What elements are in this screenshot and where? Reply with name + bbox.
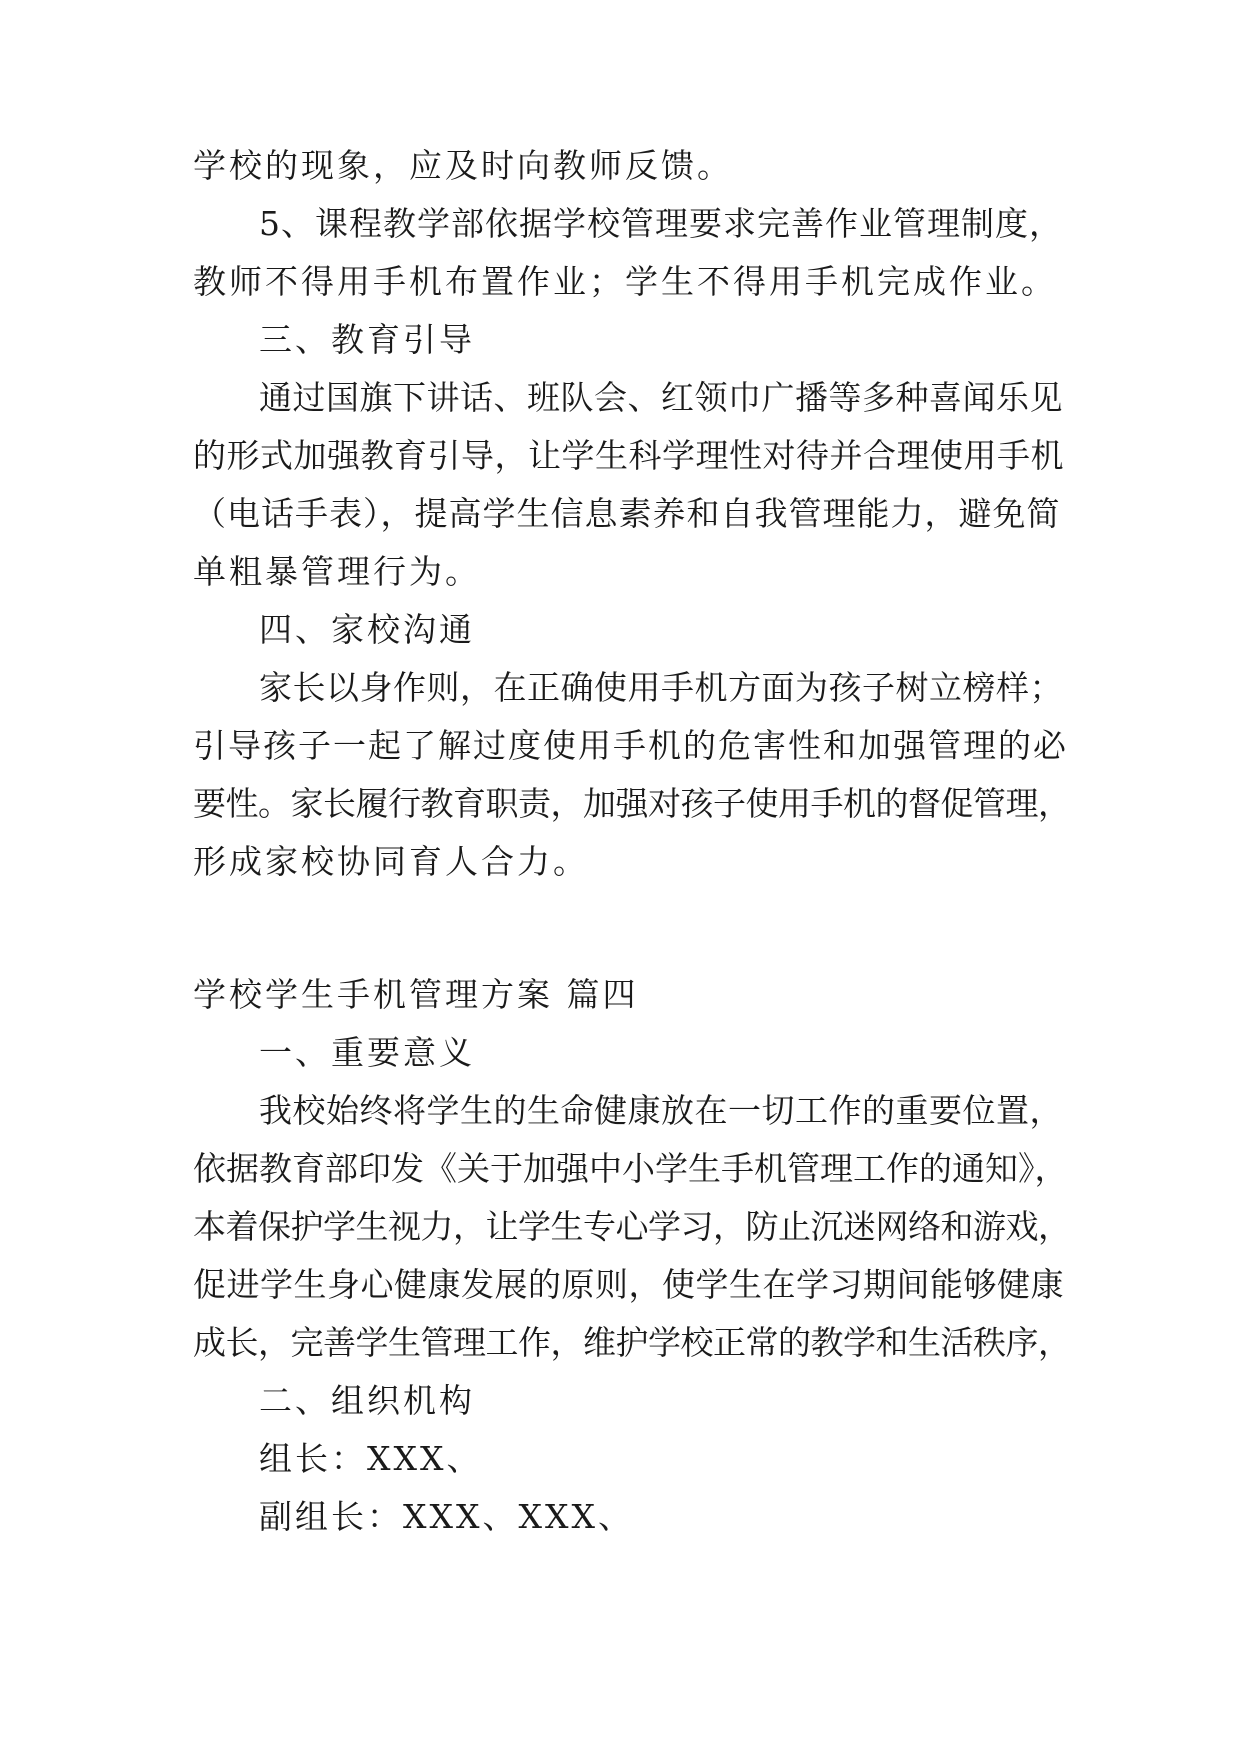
paragraph-4-line-2: 引导孩子一起了解过度使用手机的危害性和加强管理的必 xyxy=(193,726,1068,765)
section-4-text xyxy=(193,966,1073,1546)
paragraph-3-line-3: （电话手表），提高学生信息素养和自我管理能力，避免简 xyxy=(193,494,1061,533)
paragraph-3-line-1: 通过国旗下讲话、班队会、红领巾广播等多种喜闻乐见 xyxy=(259,378,1063,417)
heading-home-school-communication: 四、家校沟通 xyxy=(259,610,475,649)
deputy-leader-line: 副组长：XXX、XXX、 xyxy=(259,1497,634,1536)
heading-education-guidance: 三、教育引导 xyxy=(259,320,475,359)
paragraph-1-line-1: 我校始终将学生的生命健康放在一切工作的重要位置， xyxy=(259,1091,1063,1130)
paragraph-continuation: 学校的现象，应及时向教师反馈。 xyxy=(193,146,733,185)
section-4-title: 学校学生手机管理方案 篇四 xyxy=(193,975,639,1014)
leader-line: 组长：XXX、 xyxy=(259,1439,483,1478)
paragraph-4-line-3: 要性。家长履行教育职责，加强对孩子使用手机的督促管理， xyxy=(193,784,1071,823)
item-5-line-1: 5、课程教学部依据学校管理要求完善作业管理制度， xyxy=(259,204,1063,243)
heading-importance: 一、重要意义 xyxy=(259,1033,475,1072)
paragraph-1-line-2: 依据教育部印发《关于加强中小学生手机管理工作的通知》， xyxy=(193,1149,1068,1188)
paragraph-1-line-3: 本着保护学生视力，让学生专心学习，防止沉迷网络和游戏， xyxy=(193,1207,1071,1246)
paragraph-1-line-5: 成长，完善学生管理工作，维护学校正常的教学和生活秩序， xyxy=(193,1323,1071,1362)
paragraph-4-line-1: 家长以身作则，在正确使用手机方面为孩子树立榜样； xyxy=(259,668,1063,707)
paragraph-4-line-4: 形成家校协同育人合力。 xyxy=(193,842,589,881)
heading-organization: 二、组织机构 xyxy=(259,1381,475,1420)
paragraph-3-line-4: 单粗暴管理行为。 xyxy=(193,552,481,591)
paragraph-1-line-4: 促进学生身心健康发展的原则，使学生在学习期间能够健康 xyxy=(193,1265,1064,1304)
paragraph-3-line-2: 的形式加强教育引导，让学生科学理性对待并合理使用手机 xyxy=(193,436,1064,475)
item-5-line-2: 教师不得用手机布置作业；学生不得用手机完成作业。 xyxy=(193,262,1057,301)
previous-section-text xyxy=(193,137,1073,891)
